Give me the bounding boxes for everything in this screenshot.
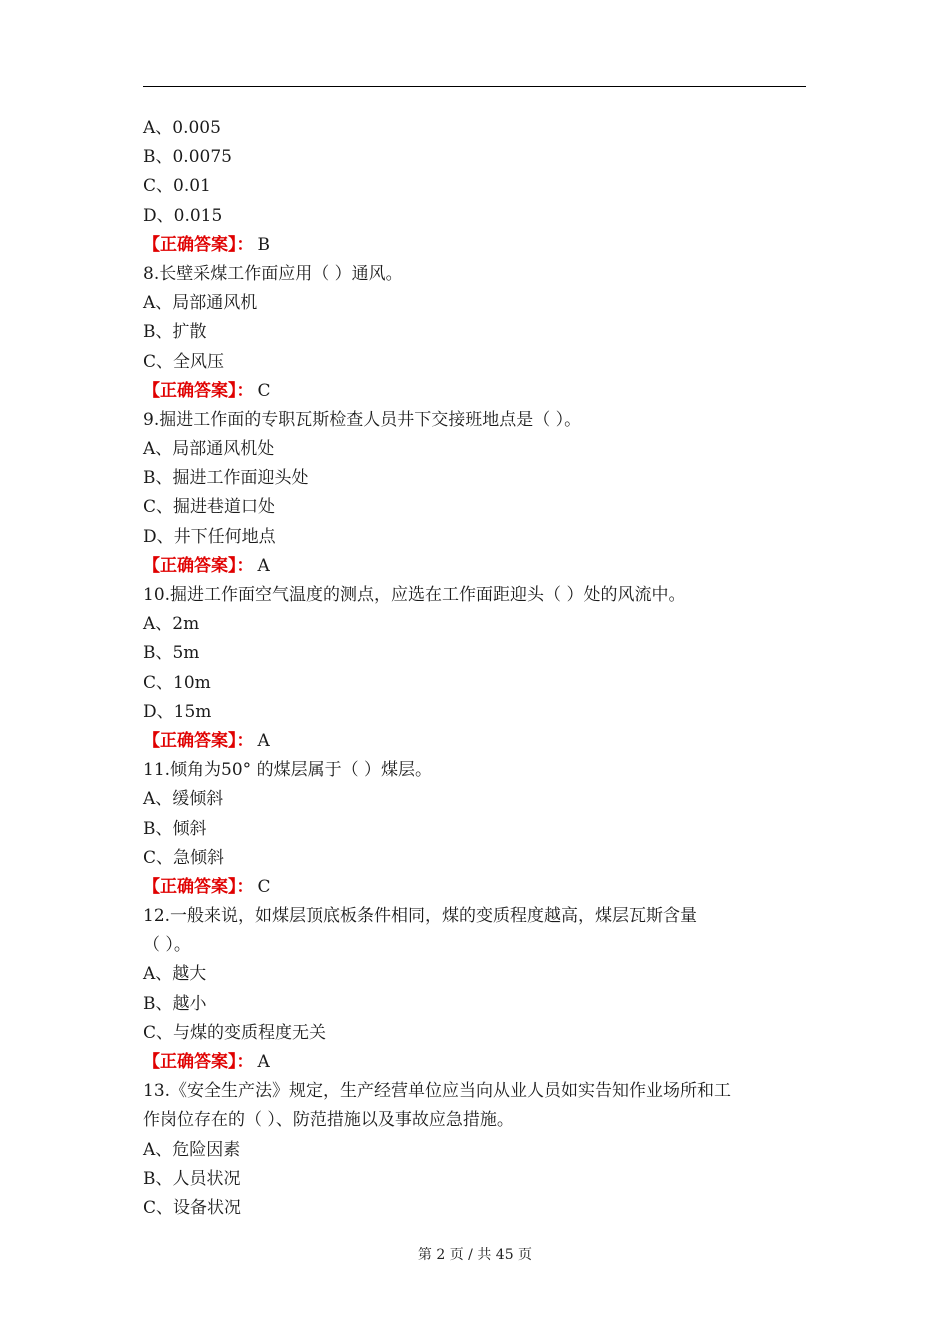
answer-value: A [257, 1052, 270, 1072]
answer-value: B [257, 234, 270, 255]
answer-value: A [257, 555, 270, 576]
answer-value: C [257, 876, 271, 897]
answer-value: A [257, 730, 270, 751]
question-text: 10.掘进工作面空气温度的测点，应选在工作面距迎头（ ）处的风流中。 [143, 585, 686, 605]
option: C、掘进巷道口处 [143, 497, 276, 518]
option: C、0.01 [143, 176, 211, 197]
answer-label: 【正确答案】： [143, 1052, 254, 1072]
answer-label: 【正确答案】： [143, 730, 254, 751]
answer-label: 【正确答案】： [143, 555, 254, 576]
option: C、与煤的变质程度无关 [143, 1022, 327, 1043]
question-text: 9.掘进工作面的专职瓦斯检查人员井下交接班地点是（ ）。 [143, 409, 582, 430]
option: A、缓倾斜 [143, 789, 224, 810]
option: A、局部通风机处 [143, 439, 275, 460]
answer-line [143, 1048, 813, 1077]
option: A、0.005 [143, 118, 221, 138]
option: A、局部通风机 [143, 293, 258, 314]
option: B、人员状况 [143, 1168, 241, 1189]
option: B、越小 [143, 993, 207, 1014]
answer-line [143, 727, 813, 756]
option: B、掘进工作面迎头处 [143, 468, 309, 489]
question-text: 11.倾角为50° 的煤层属于（ ）煤层。 [143, 760, 432, 781]
option: A、2m [143, 614, 200, 635]
answer-label: 【正确答案】： [143, 380, 254, 401]
header-rule [143, 86, 806, 87]
option: D、15m [143, 701, 212, 722]
answer-line [143, 873, 813, 902]
answer-label: 【正确答案】： [143, 876, 254, 897]
option: C、10m [143, 672, 211, 693]
answer-line [143, 552, 813, 581]
answer-line [143, 377, 813, 406]
question-text-continued: 作岗位存在的（ ）、防范措施以及事故应急措施。 [143, 1110, 514, 1131]
question-text-continued: （ ）。 [143, 935, 191, 956]
option: C、急倾斜 [143, 847, 225, 868]
option: B、倾斜 [143, 818, 207, 839]
answer-value: C [257, 380, 271, 401]
answer-line [143, 231, 813, 260]
question-text: 12.一般来说，如煤层顶底板条件相同，煤的变质程度越高，煤层瓦斯含量 [143, 906, 698, 927]
option: C、设备状况 [143, 1197, 242, 1218]
option: C、全风压 [143, 351, 225, 372]
option: D、井下任何地点 [143, 526, 276, 547]
option: A、危险因素 [143, 1139, 241, 1160]
option: D、0.015 [143, 205, 223, 226]
question-text: 8.长壁采煤工作面应用（ ）通风。 [143, 263, 403, 284]
question-list [143, 114, 813, 1223]
option: B、扩散 [143, 322, 207, 343]
option: B、5m [143, 643, 200, 664]
page-number: 第 2 页 / 共 45 页 [417, 1247, 533, 1263]
option: A、越大 [143, 964, 207, 985]
answer-label: 【正确答案】： [143, 234, 254, 255]
option: B、0.0075 [143, 147, 232, 168]
question-text: 13.《安全生产法》规定，生产经营单位应当向从业人员如实告知作业场所和工 [143, 1081, 732, 1102]
